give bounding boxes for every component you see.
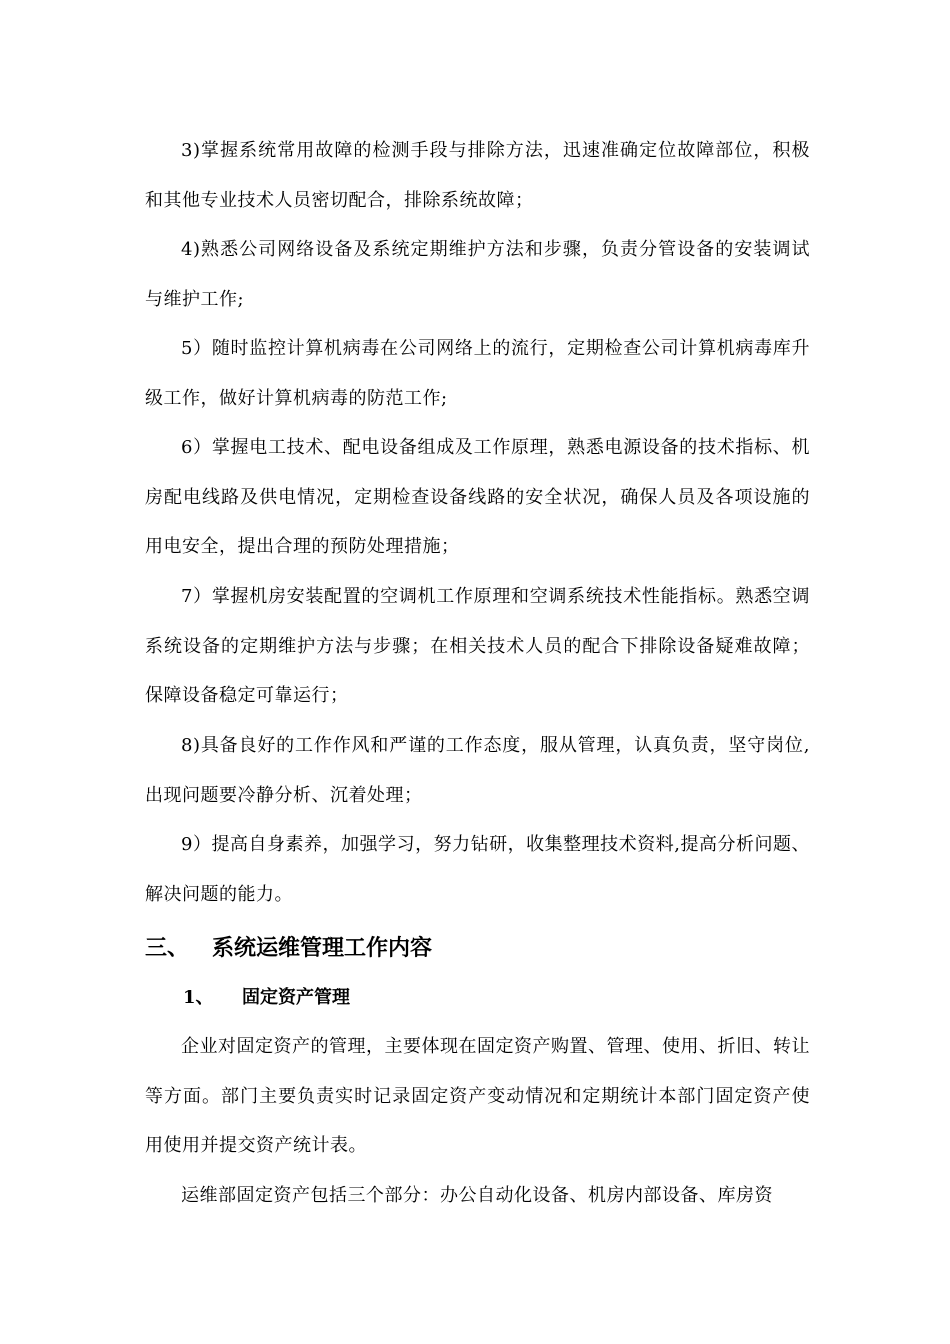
body-paragraph-assets: 企业对固定资产的管理，主要体现在固定资产购置、管理、使用、折旧、转让等方面。部门主要负责实时记录固定资产变动情况和定期统计本部门固定资产使用使用并提交资产统计表。 (145, 1036, 810, 1156)
section-heading (145, 928, 432, 968)
paragraph-7: 7）掌握机房安装配置的空调机工作原理和空调系统技术性能指标。熟悉空调系统设备的定期维护方法与步骤；在相关技术人员的配合下排除设备疑难故障；保障设备稳定可靠运行； (145, 586, 810, 706)
paragraph-5: 5）随时监控计算机病毒在公司网络上的流行，定期检查公司计算机病毒库升级工作，做好计算机病毒的防范工作; (145, 338, 810, 409)
paragraph-6: 6）掌握电工技术、配电设备组成及工作原理，熟悉电源设备的技术指标、机房配电线路及供电情况，定期检查设备线路的安全状况，确保人员及各项设施的用电安全，提出合理的预防处理措施； (145, 437, 810, 557)
paragraph-3: 3)掌握系统常用故障的检测手段与排除方法，迅速准确定位故障部位，积极和其他专业技术人员密切配合，排除系统故障； (145, 140, 810, 211)
section-number: 三、 (145, 935, 190, 961)
section-title: 系统运维管理工作内容 (212, 935, 433, 961)
paragraph-4: 4)熟悉公司网络设备及系统定期维护方法和步骤，负责分管设备的安装调试与维护工作; (145, 239, 810, 310)
subsection-title: 固定资产管理 (242, 987, 350, 1008)
body-paragraph-ops-assets: 运维部固定资产包括三个部分：办公自动化设备、机房内部设备、库房资 (181, 1185, 773, 1206)
paragraph-9: 9）提高自身素养，加强学习，努力钻研，收集整理技术资料,提高分析问题、解决问题的能力。 (145, 834, 810, 905)
paragraph-8: 8)具备良好的工作作风和严谨的工作态度，服从管理，认真负责，坚守岗位,出现问题要冷静分析、沉着处理； (145, 735, 810, 806)
subsection-number: 1、 (183, 987, 214, 1008)
subsection-heading (183, 980, 350, 1016)
